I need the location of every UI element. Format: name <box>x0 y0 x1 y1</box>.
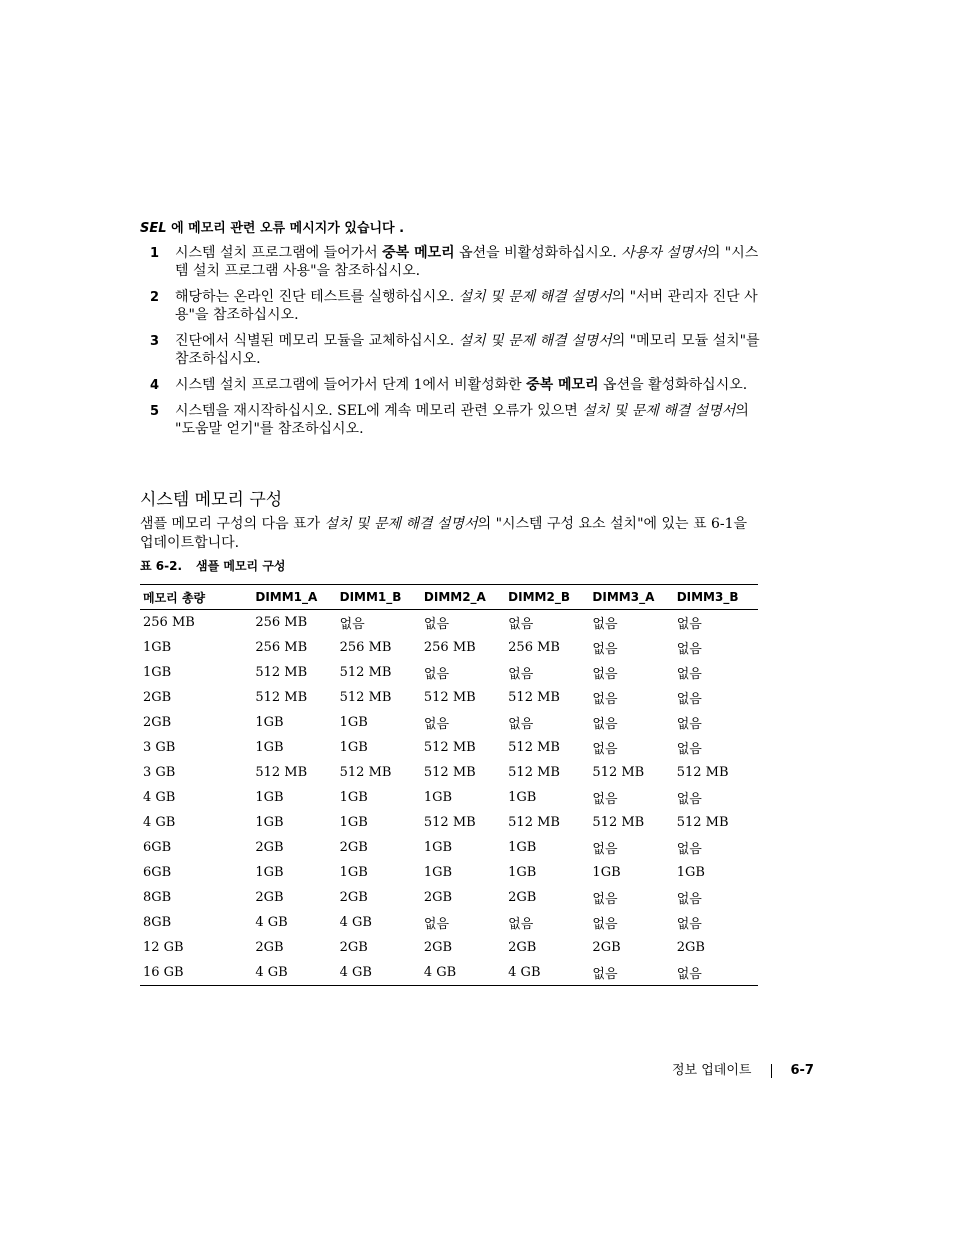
table-row <box>140 735 758 760</box>
dimm-cell: 없음 <box>676 717 702 732</box>
dimm-cell: 없음 <box>592 967 618 982</box>
dimm-cell: 512 MB <box>423 690 476 705</box>
dimm-cell: 없음 <box>676 967 702 982</box>
dimm-cell: 2GB <box>423 890 453 905</box>
dimm-cell: 512 MB <box>255 690 308 705</box>
total-memory-cell: 3 GB <box>143 765 176 780</box>
table-row <box>140 860 758 885</box>
step-item <box>140 332 760 368</box>
dimm-cell: 512 MB <box>339 765 392 780</box>
dimm-cell: 없음 <box>676 667 702 682</box>
section-paragraph <box>140 515 760 553</box>
total-memory-cell: 3 GB <box>143 740 176 755</box>
dimm-cell: 2GB <box>423 940 453 955</box>
dimm-cell: 없음 <box>339 617 365 632</box>
column-header: DIMM1_A <box>252 585 336 610</box>
total-memory-cell: 4 GB <box>143 815 176 830</box>
dimm-cell: 1GB <box>255 815 284 830</box>
table-caption <box>140 558 286 574</box>
dimm-cell: 없음 <box>676 842 702 857</box>
dimm-cell: 2GB <box>255 840 284 855</box>
dimm-cell: 512 MB <box>339 690 392 705</box>
column-header: 메모리 총량 <box>140 585 252 610</box>
footer-divider <box>771 1064 772 1078</box>
dimm-cell: 없음 <box>676 892 702 907</box>
step-item <box>140 244 760 280</box>
total-memory-cell: 12 GB <box>143 940 184 955</box>
step-doc-reference: 설치 및 문제 해결 설명서 <box>458 289 612 305</box>
dimm-cell: 256 MB <box>423 640 476 655</box>
total-memory-cell: 256 MB <box>143 615 195 630</box>
dimm-cell: 512 MB <box>676 815 729 830</box>
dimm-cell: 없음 <box>423 667 450 682</box>
table-body <box>140 610 758 986</box>
table-row <box>140 785 758 810</box>
table-header-row <box>140 585 758 610</box>
dimm-cell: 없음 <box>676 617 702 632</box>
dimm-cell: 없음 <box>592 617 618 632</box>
dimm-cell: 512 MB <box>255 665 308 680</box>
dimm-cell: 1GB <box>508 865 537 880</box>
troubleshooting-steps <box>140 244 760 446</box>
dimm-cell: 2GB <box>255 940 284 955</box>
dimm-cell: 없음 <box>592 917 618 932</box>
column-header: DIMM1_B <box>337 585 421 610</box>
section-title: 시스템 메모리 구성 <box>140 490 283 511</box>
dimm-cell: 512 MB <box>423 765 476 780</box>
step-doc-reference: 설치 및 문제 해결 설명서 <box>458 333 612 349</box>
dimm-cell: 1GB <box>676 865 705 880</box>
dimm-cell: 2GB <box>339 940 368 955</box>
dimm-cell: 1GB <box>423 790 453 805</box>
total-memory-cell: 1GB <box>143 665 172 680</box>
total-memory-cell: 1GB <box>143 640 172 655</box>
total-memory-cell: 4 GB <box>143 790 176 805</box>
total-memory-cell: 16 GB <box>143 965 184 980</box>
dimm-cell: 256 MB <box>508 640 560 655</box>
dimm-cell: 512 MB <box>423 740 476 755</box>
dimm-cell: 512 MB <box>339 665 392 680</box>
step-number: 3 <box>150 334 160 349</box>
table-row <box>140 935 758 960</box>
table-row <box>140 960 758 986</box>
total-memory-cell: 8GB <box>143 915 172 930</box>
dimm-cell: 4 GB <box>255 965 288 980</box>
dimm-cell: 1GB <box>423 865 453 880</box>
dimm-cell: 256 MB <box>255 615 308 630</box>
step-number: 5 <box>150 404 160 419</box>
dimm-cell: 없음 <box>423 617 450 632</box>
sel-heading-text: 에 메모리 관련 오류 메시지가 있습니다 . <box>171 221 405 236</box>
dimm-cell: 2GB <box>676 940 705 955</box>
dimm-cell: 1GB <box>339 740 368 755</box>
step-number: 1 <box>150 246 160 261</box>
dimm-cell: 2GB <box>592 940 621 955</box>
dimm-cell: 1GB <box>423 840 453 855</box>
step-number: 4 <box>150 378 160 393</box>
dimm-cell: 256 MB <box>339 640 392 655</box>
step-text: 시스템 설치 프로그램에 들어가서 <box>175 245 383 261</box>
table-row <box>140 885 758 910</box>
step-text: 시스템을 재시작하십시오. SEL에 계속 메모리 관련 오류가 있으면 <box>175 403 583 419</box>
dimm-cell: 512 MB <box>508 740 560 755</box>
dimm-cell: 2GB <box>339 840 368 855</box>
dimm-cell: 없음 <box>676 792 702 807</box>
step-bold-option: 중복 메모리 <box>382 245 455 261</box>
dimm-cell: 1GB <box>255 715 284 730</box>
table-caption-label: 표 6-2. <box>140 559 183 573</box>
page-number: 6-7 <box>790 1063 814 1078</box>
sel-heading-italic: SEL <box>140 221 167 236</box>
dimm-cell: 1GB <box>592 865 621 880</box>
step-item <box>140 288 760 324</box>
dimm-cell: 4 GB <box>423 965 457 980</box>
dimm-cell: 없음 <box>592 792 618 807</box>
step-text: 해당하는 온라인 진단 테스트를 실행하십시오. <box>175 289 459 305</box>
dimm-cell: 1GB <box>339 865 368 880</box>
step-number: 2 <box>150 290 160 305</box>
dimm-cell: 없음 <box>423 917 450 932</box>
step-text: 진단에서 식별된 메모리 모듈을 교체하십시오. <box>175 333 459 349</box>
dimm-cell: 없음 <box>592 667 618 682</box>
table-row <box>140 760 758 785</box>
dimm-cell: 512 MB <box>676 765 729 780</box>
step-item <box>140 376 760 394</box>
dimm-cell: 없음 <box>423 717 450 732</box>
dimm-cell: 없음 <box>676 917 702 932</box>
dimm-cell: 4 GB <box>339 965 372 980</box>
page-footer <box>672 1062 814 1080</box>
step-bold-option: 중복 메모리 <box>526 377 599 393</box>
dimm-cell: 256 MB <box>255 640 308 655</box>
column-header: DIMM3_A <box>589 585 673 610</box>
dimm-cell: 1GB <box>508 790 537 805</box>
dimm-cell: 512 MB <box>508 815 560 830</box>
step-text: 시스템 설치 프로그램에 들어가서 단계 1에서 비활성화한 <box>175 377 527 393</box>
step-doc-reference: 설치 및 문제 해결 설명서 <box>582 403 736 419</box>
column-header: DIMM2_B <box>505 585 589 610</box>
dimm-cell: 2GB <box>339 890 368 905</box>
dimm-cell: 없음 <box>508 917 534 932</box>
dimm-cell: 512 MB <box>508 765 560 780</box>
dimm-cell: 2GB <box>508 890 537 905</box>
section-text: 샘플 메모리 구성의 다음 표가 <box>140 516 325 532</box>
total-memory-cell: 6GB <box>143 865 172 880</box>
total-memory-cell: 8GB <box>143 890 172 905</box>
dimm-cell: 4 GB <box>255 915 288 930</box>
total-memory-cell: 2GB <box>143 715 172 730</box>
memory-config-table <box>140 584 758 986</box>
table-row <box>140 710 758 735</box>
dimm-cell: 512 MB <box>255 765 308 780</box>
table-row <box>140 685 758 710</box>
dimm-cell: 없음 <box>508 667 534 682</box>
step-text: 옵션을 활성화하십시오. <box>598 377 748 393</box>
table-row <box>140 660 758 685</box>
dimm-cell: 1GB <box>339 815 368 830</box>
dimm-cell: 없음 <box>592 742 618 757</box>
table-row <box>140 610 758 636</box>
dimm-cell: 없음 <box>676 642 702 657</box>
dimm-cell: 512 MB <box>508 690 560 705</box>
section-text: 의 "시스템 구성 요소 설치"에 있는 표 6-1을 업데이트합니다. <box>140 516 748 551</box>
section-doc-reference: 설치 및 문제 해결 설명서 <box>324 516 478 532</box>
dimm-cell: 없음 <box>676 692 702 707</box>
total-memory-cell: 6GB <box>143 840 172 855</box>
table-row <box>140 810 758 835</box>
dimm-cell: 1GB <box>255 790 284 805</box>
footer-section-label: 정보 업데이트 <box>672 1063 752 1078</box>
dimm-cell: 없음 <box>592 717 618 732</box>
dimm-cell: 1GB <box>339 715 368 730</box>
step-text: 옵션을 비활성화하십시오. <box>454 245 622 261</box>
step-text: 의 "서버 관리자 진단 사용"을 참조하십시오. <box>175 289 758 323</box>
step-doc-reference: 사용자 설명서 <box>621 245 707 261</box>
dimm-cell: 512 MB <box>423 815 476 830</box>
dimm-cell: 1GB <box>508 840 537 855</box>
dimm-cell: 없음 <box>508 617 534 632</box>
dimm-cell: 512 MB <box>592 815 645 830</box>
table-row <box>140 910 758 935</box>
dimm-cell: 없음 <box>592 842 618 857</box>
step-item <box>140 402 760 438</box>
dimm-cell: 4 GB <box>508 965 541 980</box>
dimm-cell: 1GB <box>339 790 368 805</box>
column-header: DIMM2_A <box>421 585 505 610</box>
step-text: 의 "시스템 설치 프로그램 사용"을 참조하십시오. <box>175 245 759 279</box>
dimm-cell: 2GB <box>255 890 284 905</box>
dimm-cell: 없음 <box>592 692 618 707</box>
table-row <box>140 635 758 660</box>
dimm-cell: 1GB <box>255 740 284 755</box>
total-memory-cell: 2GB <box>143 690 172 705</box>
dimm-cell: 없음 <box>508 717 534 732</box>
column-header: DIMM3_B <box>674 585 758 610</box>
sel-memory-error-heading <box>140 220 760 238</box>
table-caption-title: 샘플 메모리 구성 <box>196 559 286 573</box>
dimm-cell: 1GB <box>255 865 284 880</box>
dimm-cell: 없음 <box>592 642 618 657</box>
table-row <box>140 835 758 860</box>
dimm-cell: 512 MB <box>592 765 645 780</box>
dimm-cell: 없음 <box>592 892 618 907</box>
dimm-cell: 4 GB <box>339 915 372 930</box>
step-text: 의 "도움말 얻기"를 참조하십시오. <box>175 403 749 437</box>
step-text: 의 "메모리 모듈 설치"를 참조하십시오. <box>175 333 760 367</box>
dimm-cell: 2GB <box>508 940 537 955</box>
dimm-cell: 없음 <box>676 742 702 757</box>
